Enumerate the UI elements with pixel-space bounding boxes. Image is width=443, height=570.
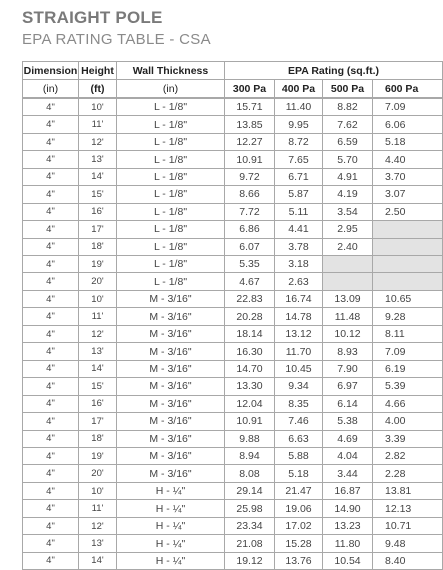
cell-600pa: 2.82	[373, 447, 443, 464]
cell-300pa: 19.12	[225, 552, 275, 569]
cell-500pa	[323, 273, 373, 290]
table-row	[23, 430, 443, 447]
cell-wall-thickness: M - 3/16"	[117, 308, 225, 325]
cell-dimension: 4"	[23, 255, 79, 272]
cell-wall-thickness: M - 3/16"	[117, 378, 225, 395]
cell-300pa: 7.72	[225, 203, 275, 220]
cell-300pa: 20.28	[225, 308, 275, 325]
unit-dimension: (in)	[23, 80, 79, 98]
cell-height: 19'	[79, 255, 117, 272]
cell-dimension: 4"	[23, 291, 79, 308]
page-title: STRAIGHT POLE	[22, 8, 163, 27]
cell-dimension: 4"	[23, 186, 79, 203]
cell-600pa: 5.18	[373, 133, 443, 150]
cell-height: 20'	[79, 273, 117, 290]
cell-400pa: 9.95	[275, 116, 323, 133]
cell-400pa: 5.11	[275, 203, 323, 220]
cell-600pa: 3.70	[373, 168, 443, 185]
cell-height: 16'	[79, 395, 117, 412]
cell-500pa: 10.54	[323, 552, 373, 569]
cell-500pa: 13.09	[323, 291, 373, 308]
cell-500pa: 6.59	[323, 133, 373, 150]
cell-500pa: 4.04	[323, 447, 373, 464]
table-row	[23, 378, 443, 395]
cell-600pa: 3.39	[373, 430, 443, 447]
epa-table-header	[22, 61, 443, 98]
cell-height: 17'	[79, 221, 117, 238]
cell-height: 14'	[79, 552, 117, 569]
cell-wall-thickness: M - 3/16"	[117, 325, 225, 342]
cell-400pa: 16.74	[275, 291, 323, 308]
cell-400pa: 6.63	[275, 430, 323, 447]
table-row	[23, 308, 443, 325]
col-600pa: 600 Pa	[373, 80, 443, 98]
cell-300pa: 22.83	[225, 291, 275, 308]
cell-500pa: 6.14	[323, 395, 373, 412]
table-section-light	[22, 98, 443, 291]
cell-300pa: 9.72	[225, 168, 275, 185]
table-row	[23, 151, 443, 168]
table-row	[23, 255, 443, 272]
cell-wall-thickness: H - ¼"	[117, 552, 225, 569]
cell-300pa: 10.91	[225, 413, 275, 430]
cell-dimension: 4"	[23, 378, 79, 395]
table-row	[23, 325, 443, 342]
cell-height: 10'	[79, 483, 117, 500]
cell-400pa: 8.72	[275, 133, 323, 150]
table-row	[23, 483, 443, 500]
cell-dimension: 4"	[23, 308, 79, 325]
cell-500pa: 4.91	[323, 168, 373, 185]
cell-dimension: 4"	[23, 360, 79, 377]
cell-300pa: 18.14	[225, 325, 275, 342]
cell-dimension: 4"	[23, 203, 79, 220]
col-400pa: 400 Pa	[275, 80, 323, 98]
cell-600pa: 10.71	[373, 517, 443, 534]
col-300pa: 300 Pa	[225, 80, 275, 98]
cell-600pa: 13.81	[373, 483, 443, 500]
cell-dimension: 4"	[23, 395, 79, 412]
cell-400pa: 14.78	[275, 308, 323, 325]
table-row	[23, 500, 443, 517]
cell-wall-thickness: L - 1/8"	[117, 186, 225, 203]
cell-500pa: 10.12	[323, 325, 373, 342]
cell-300pa: 6.07	[225, 238, 275, 255]
cell-height: 19'	[79, 447, 117, 464]
cell-dimension: 4"	[23, 273, 79, 290]
cell-wall-thickness: L - 1/8"	[117, 99, 225, 116]
cell-wall-thickness: M - 3/16"	[117, 395, 225, 412]
cell-400pa: 8.35	[275, 395, 323, 412]
table-row	[23, 133, 443, 150]
cell-300pa: 13.30	[225, 378, 275, 395]
cell-height: 13'	[79, 151, 117, 168]
cell-height: 10'	[79, 291, 117, 308]
cell-300pa: 14.70	[225, 360, 275, 377]
table-row	[23, 552, 443, 569]
cell-400pa: 13.12	[275, 325, 323, 342]
cell-wall-thickness: L - 1/8"	[117, 255, 225, 272]
table-row	[23, 447, 443, 464]
cell-dimension: 4"	[23, 430, 79, 447]
cell-wall-thickness: M - 3/16"	[117, 360, 225, 377]
cell-400pa: 7.46	[275, 413, 323, 430]
cell-400pa: 6.71	[275, 168, 323, 185]
cell-300pa: 8.66	[225, 186, 275, 203]
cell-600pa: 9.48	[373, 535, 443, 552]
cell-dimension: 4"	[23, 483, 79, 500]
cell-300pa: 16.30	[225, 343, 275, 360]
cell-wall-thickness: L - 1/8"	[117, 203, 225, 220]
cell-height: 18'	[79, 238, 117, 255]
cell-wall-thickness: M - 3/16"	[117, 413, 225, 430]
cell-400pa: 11.70	[275, 343, 323, 360]
cell-600pa: 12.13	[373, 500, 443, 517]
table-row	[23, 413, 443, 430]
cell-300pa: 13.85	[225, 116, 275, 133]
cell-wall-thickness: L - 1/8"	[117, 116, 225, 133]
cell-300pa: 25.98	[225, 500, 275, 517]
table-row	[23, 535, 443, 552]
cell-500pa: 8.93	[323, 343, 373, 360]
header-height: Height	[79, 62, 117, 80]
cell-400pa: 5.88	[275, 447, 323, 464]
cell-wall-thickness: M - 3/16"	[117, 447, 225, 464]
cell-dimension: 4"	[23, 221, 79, 238]
cell-600pa: 2.50	[373, 203, 443, 220]
cell-wall-thickness: H - ¼"	[117, 483, 225, 500]
cell-500pa: 11.80	[323, 535, 373, 552]
cell-dimension: 4"	[23, 116, 79, 133]
cell-600pa: 9.28	[373, 308, 443, 325]
cell-300pa: 12.04	[225, 395, 275, 412]
cell-dimension: 4"	[23, 325, 79, 342]
cell-600pa: 5.39	[373, 378, 443, 395]
cell-500pa: 6.97	[323, 378, 373, 395]
cell-400pa: 17.02	[275, 517, 323, 534]
cell-600pa: 6.19	[373, 360, 443, 377]
cell-600pa	[373, 255, 443, 272]
cell-300pa: 5.35	[225, 255, 275, 272]
cell-300pa: 8.08	[225, 465, 275, 482]
cell-height: 16'	[79, 203, 117, 220]
cell-400pa: 4.41	[275, 221, 323, 238]
cell-dimension: 4"	[23, 447, 79, 464]
cell-height: 11'	[79, 500, 117, 517]
cell-600pa: 3.07	[373, 186, 443, 203]
cell-500pa: 11.48	[323, 308, 373, 325]
cell-wall-thickness: M - 3/16"	[117, 430, 225, 447]
cell-dimension: 4"	[23, 99, 79, 116]
cell-height: 18'	[79, 430, 117, 447]
cell-500pa: 5.70	[323, 151, 373, 168]
cell-400pa: 5.18	[275, 465, 323, 482]
cell-500pa: 2.40	[323, 238, 373, 255]
cell-500pa	[323, 255, 373, 272]
cell-300pa: 23.34	[225, 517, 275, 534]
cell-height: 13'	[79, 343, 117, 360]
cell-600pa: 4.40	[373, 151, 443, 168]
cell-400pa: 11.40	[275, 99, 323, 116]
unit-wall: (in)	[117, 80, 225, 98]
cell-600pa: 7.09	[373, 99, 443, 116]
table-section-heavy	[22, 482, 443, 570]
cell-500pa: 3.54	[323, 203, 373, 220]
table-row	[23, 291, 443, 308]
table-row	[23, 221, 443, 238]
cell-wall-thickness: L - 1/8"	[117, 151, 225, 168]
cell-400pa: 9.34	[275, 378, 323, 395]
cell-dimension: 4"	[23, 413, 79, 430]
cell-500pa: 16.87	[323, 483, 373, 500]
cell-dimension: 4"	[23, 465, 79, 482]
cell-400pa: 13.76	[275, 552, 323, 569]
cell-dimension: 4"	[23, 500, 79, 517]
cell-height: 12'	[79, 517, 117, 534]
table-row	[23, 517, 443, 534]
cell-400pa: 7.65	[275, 151, 323, 168]
cell-height: 10'	[79, 99, 117, 116]
cell-height: 17'	[79, 413, 117, 430]
cell-400pa: 10.45	[275, 360, 323, 377]
cell-wall-thickness: H - ¼"	[117, 500, 225, 517]
table-row	[23, 203, 443, 220]
table-row	[23, 186, 443, 203]
cell-height: 11'	[79, 116, 117, 133]
cell-300pa: 29.14	[225, 483, 275, 500]
header-epa-rating: EPA Rating (sq.ft.)	[225, 62, 443, 80]
cell-300pa: 4.67	[225, 273, 275, 290]
cell-300pa: 21.08	[225, 535, 275, 552]
cell-600pa: 2.28	[373, 465, 443, 482]
cell-wall-thickness: L - 1/8"	[117, 133, 225, 150]
header-dimension: Dimension	[23, 62, 79, 80]
cell-400pa: 5.87	[275, 186, 323, 203]
cell-400pa: 2.63	[275, 273, 323, 290]
cell-wall-thickness: L - 1/8"	[117, 168, 225, 185]
cell-300pa: 10.91	[225, 151, 275, 168]
cell-dimension: 4"	[23, 535, 79, 552]
col-500pa: 500 Pa	[323, 80, 373, 98]
cell-wall-thickness: L - 1/8"	[117, 221, 225, 238]
cell-height: 12'	[79, 325, 117, 342]
cell-wall-thickness: H - ¼"	[117, 517, 225, 534]
cell-400pa: 3.18	[275, 255, 323, 272]
cell-600pa	[373, 273, 443, 290]
cell-600pa	[373, 238, 443, 255]
table-row	[23, 273, 443, 290]
cell-600pa: 8.40	[373, 552, 443, 569]
cell-600pa: 7.09	[373, 343, 443, 360]
cell-height: 15'	[79, 186, 117, 203]
cell-500pa: 3.44	[323, 465, 373, 482]
cell-500pa: 4.19	[323, 186, 373, 203]
cell-dimension: 4"	[23, 151, 79, 168]
table-row	[23, 99, 443, 116]
table-row	[23, 465, 443, 482]
cell-wall-thickness: M - 3/16"	[117, 343, 225, 360]
cell-wall-thickness: M - 3/16"	[117, 465, 225, 482]
cell-600pa	[373, 221, 443, 238]
cell-500pa: 7.62	[323, 116, 373, 133]
cell-600pa: 6.06	[373, 116, 443, 133]
cell-300pa: 15.71	[225, 99, 275, 116]
cell-height: 20'	[79, 465, 117, 482]
cell-wall-thickness: M - 3/16"	[117, 291, 225, 308]
cell-height: 14'	[79, 360, 117, 377]
page-subtitle: EPA RATING TABLE - CSA	[22, 31, 211, 48]
cell-600pa: 4.00	[373, 413, 443, 430]
cell-500pa: 2.95	[323, 221, 373, 238]
header-wall-thickness: Wall Thickness	[117, 62, 225, 80]
table-row	[23, 360, 443, 377]
cell-dimension: 4"	[23, 238, 79, 255]
cell-height: 14'	[79, 168, 117, 185]
table-row	[23, 395, 443, 412]
cell-400pa: 15.28	[275, 535, 323, 552]
cell-dimension: 4"	[23, 133, 79, 150]
table-row	[23, 238, 443, 255]
cell-dimension: 4"	[23, 168, 79, 185]
cell-dimension: 4"	[23, 343, 79, 360]
cell-height: 13'	[79, 535, 117, 552]
cell-500pa: 5.38	[323, 413, 373, 430]
table-section-medium	[22, 290, 443, 483]
cell-400pa: 21.47	[275, 483, 323, 500]
cell-500pa: 14.90	[323, 500, 373, 517]
cell-500pa: 7.90	[323, 360, 373, 377]
cell-500pa: 8.82	[323, 99, 373, 116]
cell-500pa: 13.23	[323, 517, 373, 534]
cell-400pa: 19.06	[275, 500, 323, 517]
cell-height: 12'	[79, 133, 117, 150]
cell-400pa: 3.78	[275, 238, 323, 255]
cell-wall-thickness: L - 1/8"	[117, 238, 225, 255]
cell-wall-thickness: H - ¼"	[117, 535, 225, 552]
cell-height: 15'	[79, 378, 117, 395]
cell-wall-thickness: L - 1/8"	[117, 273, 225, 290]
cell-dimension: 4"	[23, 517, 79, 534]
unit-height: (ft)	[79, 80, 117, 98]
cell-600pa: 4.66	[373, 395, 443, 412]
cell-300pa: 9.88	[225, 430, 275, 447]
cell-height: 11'	[79, 308, 117, 325]
table-row	[23, 168, 443, 185]
cell-300pa: 12.27	[225, 133, 275, 150]
cell-300pa: 6.86	[225, 221, 275, 238]
cell-dimension: 4"	[23, 552, 79, 569]
cell-600pa: 8.11	[373, 325, 443, 342]
cell-500pa: 4.69	[323, 430, 373, 447]
cell-600pa: 10.65	[373, 291, 443, 308]
table-row	[23, 343, 443, 360]
cell-300pa: 8.94	[225, 447, 275, 464]
table-row	[23, 116, 443, 133]
